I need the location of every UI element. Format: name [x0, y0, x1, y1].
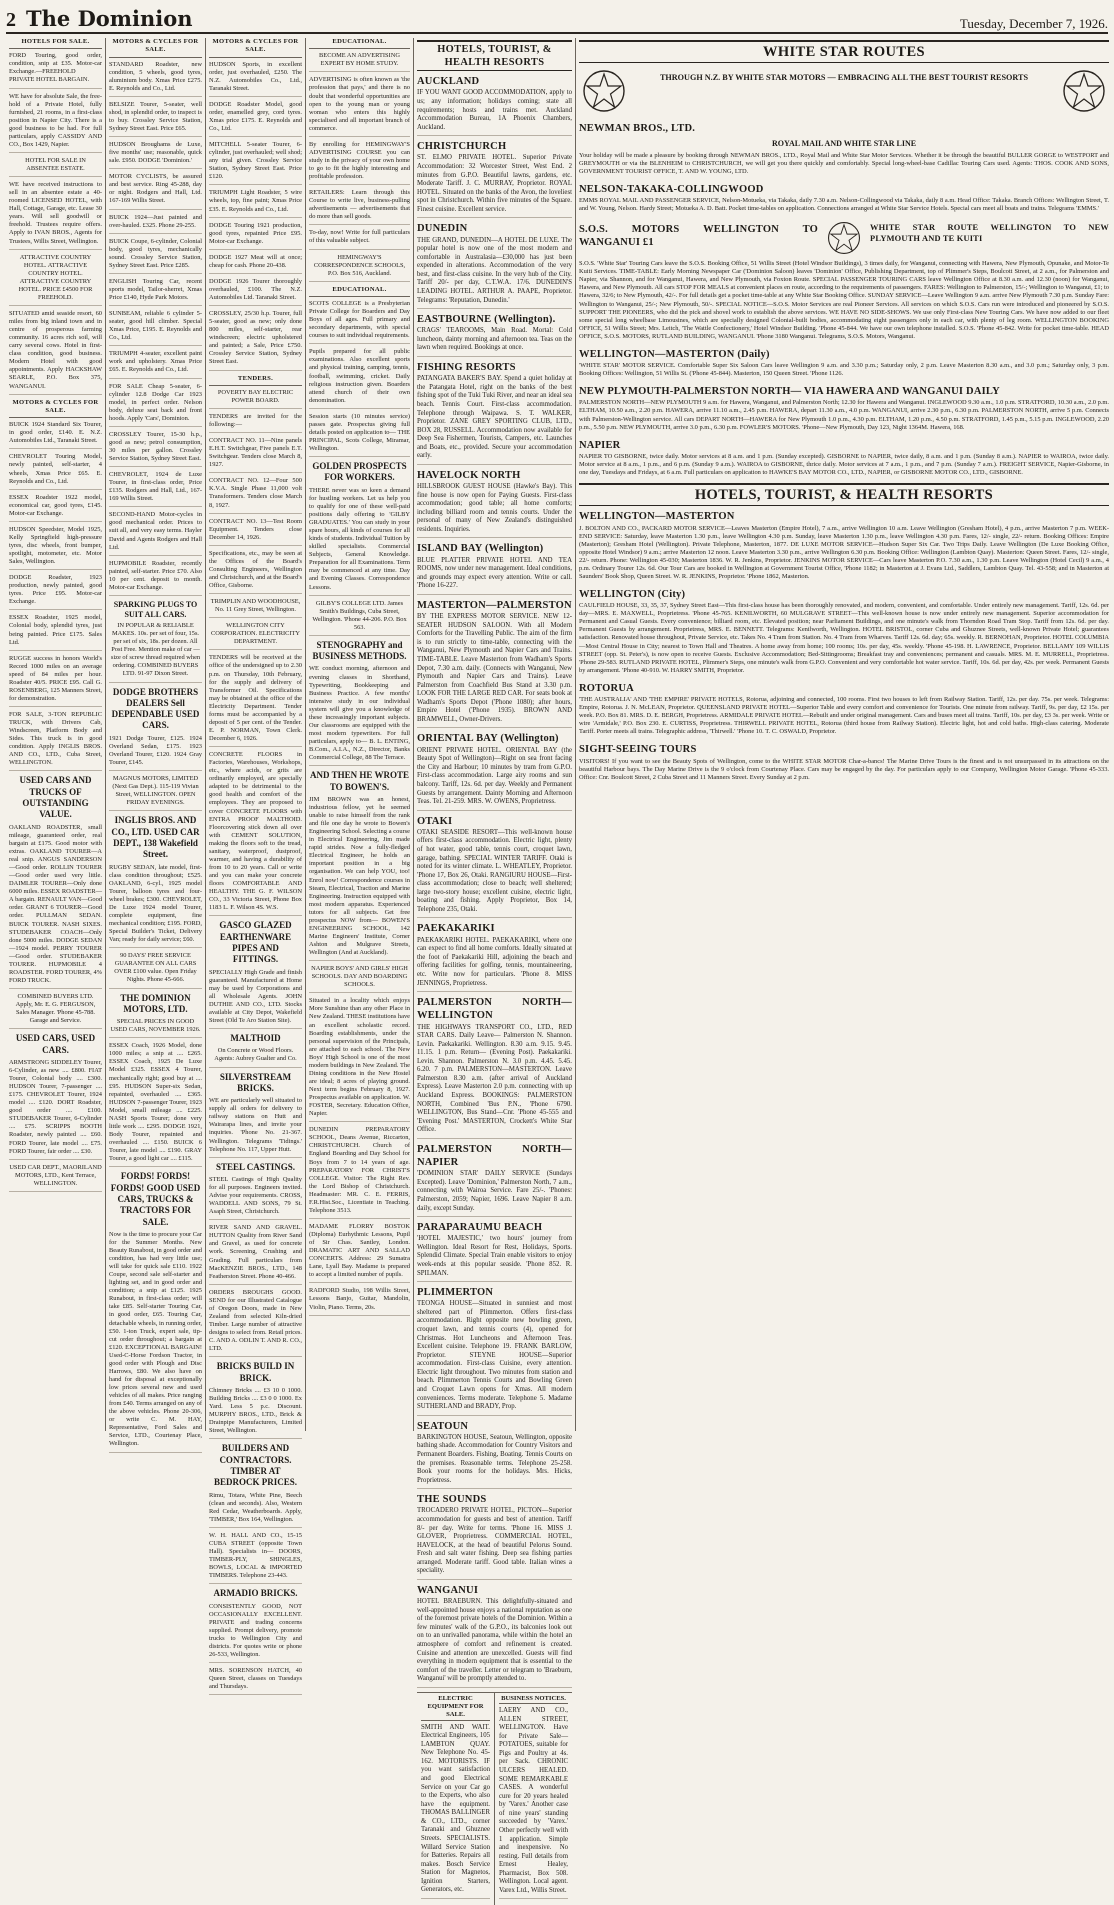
classified-ad: BUICK 1924—Just painted and over-hauled. £325. Phone 29-255. — [109, 214, 202, 234]
classified-ad: STEEL Castings of High Quality for all purposes. Engineers invited. Advise your requirements. CROSS, WADDELL AND SONS, 79 St. Asaph Street, Christchurch. — [209, 1176, 302, 1220]
classified-ad: To-day, now! Write for full particulars of this valuable subject. — [309, 229, 410, 249]
resort-place-heading: OTAKI — [417, 815, 453, 827]
classified-ad: MAGNUS MOTORS, LIMITED (Next Gas Dept.). 115-119 Vivian Street, WELLINGTON. OPEN FRIDAY EVENINGS. — [109, 775, 202, 811]
classified-ad: FORD Touring, good order, condition, snip at £35. Motor-car Exchange.—FREEHOLD PRIVATE HOTEL BARGAIN. — [9, 52, 102, 88]
display-heading: THE DOMINION MOTORS, LTD. — [120, 992, 191, 1014]
classified-ad: MITCHELL 5-seater Tourer, 6-cylinder, just overhauled; well shod; any trial given. Crossley Service Station, Sydney Street East. Price £120. — [209, 141, 302, 185]
classified-ad: TENDERS are invited for the following:— — [209, 413, 302, 433]
display-heading: INGLIS BROS. AND CO., LTD. USED CAR DEPT., 138 Wakefield Street. — [111, 815, 200, 860]
dateline: Tuesday, December 7, 1926. — [959, 16, 1108, 31]
resort-place-heading: ROTORUA — [579, 682, 634, 694]
resort-listing: HILLSBROOK GUEST HOUSE (Hawke's Bay). This fine house is now open for Paying Guests. First-class accommodation; good table; all home comforts; including billiard room and tennis courts. Under the personal of many of New Zealand's distinguished residents. Inquiries. — [417, 483, 572, 538]
section-header: BUSINESS NOTICES. — [499, 1695, 568, 1704]
column-6 — [576, 38, 1112, 1431]
classified-ad: MOTOR CYCLISTS, be assured and best service. Ring 45-288, day or night. Rodgers and Hall, Ltd. 167-169 Willis Street. — [109, 173, 202, 209]
resort-place-heading: FISHING RESORTS — [417, 362, 516, 374]
sos-header — [579, 219, 1109, 260]
display-heading: STEEL CASTINGS. — [215, 1161, 296, 1172]
royal-mail-heading: ROYAL MAIL AND WHITE STAR LINE — [771, 138, 917, 148]
classified-ad: WE have for absolute Sale, the free-hold of a Private Hotel, fully furnished, 21 rooms, in a first-class position in Napier City. There is a good business to be had. For full particulars, apply CASSIDY AND CO., Box 1429, Napier. — [9, 93, 102, 153]
display-heading: GASCO GLAZED EARTHENWARE PIPES AND FITTINGS. — [219, 920, 292, 965]
classified-ad: CROSSLEY, 25/30 h.p. Tourer, full 5-seater, good as new; only done 800 miles, self-starter, rear windscreen; electric upholstered and painted; a Sale, Price £750. Crossley Service Station, Sydney Street East. — [209, 310, 302, 370]
column-2 — [106, 38, 206, 1448]
resort-listing: BY THE EXPRESS MOTOR SERVICE. NEW 12-SEATER HUDSON SALOON. With all Modern Comforts for the Travelling Public. The aim of the firm is to run strictly to time-table, connecting with the Wanganui, New Plymouth and Napier Cars and Trains. TIME-TABLE. Leave Masterton from Wadham's Sports Depot, 7.30 a.m. daily. (Connects with Wanganui, New Plymouth and Napier Cars and Trains). Leave Palmerston from Coachfield Bus Stand at 3.30 p.m. LOOK FOR THE LARGE RED CAR. For seats book at Wadham's Sports Depot ('Phone 1080); after hours, Empire Hotel ('Phone 1935). BROWN AND BRAMWELL, Owner-Drivers. — [417, 613, 572, 728]
display-heading: ARMADIO BRICKS. — [213, 1588, 298, 1599]
classified-ad: MRS. SORENSON HATCH, 40 Queen Street, classes on Tuesdays and Thursdays. — [209, 1667, 302, 1695]
resort-place-heading: PLIMMERTON — [417, 1287, 494, 1299]
display-heading: FORDS! FORDS! FORDS! GOOD USED CARS, TRUCKS & TRACTORS FOR SALE. — [110, 1171, 201, 1227]
classified-ad: On Concrete or Wood Floors. Agents: Aubrey Gualter and Co. — [209, 1047, 302, 1067]
section-header: MOTORS & CYCLES FOR SALE. — [109, 38, 202, 58]
display-heading: MALTHOID — [230, 1033, 281, 1044]
resort-listing: 'DOMINION STAR' DAILY SERVICE (Sundays Excepted). Leave 'Dominion,' Palmerston North, 7 a.m., connecting with Wairoa Service. Fare 25/-. 'Phones: Palmerston, 2059; Napier, 1696. Leave Napier 8 a.m. daily, except Sunday. — [417, 1170, 572, 1217]
star-icon — [1059, 69, 1109, 116]
classified-ad: HUDSON Sports, in excellent order, just overhauled, £250. The N.Z. Automobiles Co., Ltd., Taranaki Street. — [209, 61, 302, 97]
classified-ad: ADVERTISING is often known as 'the profession that pays,' and there is no doubt that wonderful opportunities are open to the young man or young woman who enters this highly specialised and all important branch of commerce. — [309, 76, 410, 136]
resort-place-heading: WELLINGTON—MASTERTON — [579, 511, 735, 523]
classified-ad: CHEVROLET, 1924 de Luxe Tourer, in first-class order, Price £135. Rodgers and Hall, Ltd., 167-169 Willis Street. — [109, 471, 202, 507]
section-header: TENDERS. — [209, 375, 302, 386]
classified-ad: STANDARD Roadster, new condition, 5 wheels, good tyres, aluminium body. Xmas Price £275. E. Reynolds and Co., Ltd. — [109, 61, 202, 97]
classified-ad: Session starts (10 minutes service) passes gate. Prospectus giving full details posted on application to— THE PRINCIPAL, Scots College, Miramar, Wellington. — [309, 413, 410, 457]
nelson-heading: NELSON-TAKAKA-COLLINGWOOD — [579, 183, 764, 195]
resort-place-heading: MASTERTON—PALMERSTON — [417, 599, 572, 611]
resort-place-heading: AUCKLAND — [417, 76, 480, 88]
resort-place-heading: DUNEDIN — [417, 223, 468, 235]
classified-ad: EMMS ROYAL MAIL AND PASSENGER SERVICE, Nelson-Motueka, via Takaka, daily 7.30 a.m. Nelson-Collingwood via Takaka, daily 8 a.m. Head Office: Takaka. Branch Offices: Wellington Street, T. and W. Young, Nelson. Hardy Street; Motueka A. D. Batt. Pocket time-tables on application. Connections arranged at White Star Service Hotels. Special cars meet all boats and trains. Telegrams 'EMMS.' — [579, 197, 1109, 213]
business-notices-section — [495, 1693, 572, 1905]
classified-ad: ESSEX Roadster, 1925 model, Colonial body, splendid tyres, just being painted. Price £175. Sales Ltd. — [9, 614, 102, 650]
resort-listing: 'HOTEL MAJESTIC,' two hours' journey from Wellington. Ideal Resort for Rest, Holidays, Sports. Splendid Climate. Special Train enable visitors to enjoy week-ends at this popular seaside. 'Phone 852. R. SPILMAN. — [417, 1235, 572, 1282]
classified-ad: CROSSLEY Tourer, 15-30 h.p., good as new; petrol consumption, 30 miles per gallon. Crossley Service Station, Sydney Street East. — [109, 431, 202, 467]
classified-ad: WELLINGTON CITY CORPORATION. ELECTRICITY DEPARTMENT. — [209, 622, 302, 650]
classified-ad: FOR SALE, 3-TON REPUBLIC TRUCK, with Drivers Cab, Windscreen, Platform Body and Sides. This truck is in good condition. Apply INGLIS BROS. AND CO., LTD., Cuba Street, WELLINGTON. — [9, 711, 102, 771]
classified-ad: SPECIAL PRICES IN GOOD USED CARS, NOVEMBER 1926. — [109, 1018, 202, 1038]
classified-ad: FOR SALE Cheap 5-seater, 6-cylinder 12.8 Dodge Car 1923 model, in perfect order. Nelson body, deluxe seat back and front hoods. Apply 'Cars', Dominion. — [109, 383, 202, 427]
column-4 — [306, 38, 414, 1431]
classified-ad: DUNEDIN PREPARATORY SCHOOL, Deans Avenue, Riccarton, CHRISTCHURCH. Church of England Boarding and Day School for Boys from 7 to 14 years of age. PREPARATORY FOR CHRIST'S COLLEGE. Visitor: The Right Rev. the Lord Bishop of Christchurch. Headmaster: MR. C. E. FERRIS, F.R.Hist.Soc., Licentiate in Teaching. Telephone 3513. — [309, 1126, 410, 1219]
classified-ad: TENDERS will be received at the office of the undersigned up to 2.30 p.m. on Thursday, 10th February, for the supply and delivery of Transformer Oil. Specifications may be obtained at the office of the Electricity Department. Tender forms must be accompanied by a deposit of 5 per cent. of the Tender. E. P. NORMAN, Town Clerk. December 6, 1926. — [209, 654, 302, 747]
display-heading: STENOGRAPHY and BUSINESS METHODS. — [312, 639, 407, 662]
resort-listing: HOTEL BRAEBURN. This delightfully-situated and well-appointed house enjoys a national reputation as one of the foremost private hotels of the Dominion. Within a few minutes' walk of the G.P.O., its balconies look out on to an unrivalled panorama, while within the hotel an atmosphere of comfort and refinement is created. Cuisine and attention are unexcelled. Guests will find everything in modern equipment that is essential to the comfort of the traveller. Letter or telegram to 'Braeburn, Wanganui' will be promptly attended to. — [417, 1598, 572, 1688]
paper-title: The Dominion — [26, 6, 193, 31]
classified-ad: HOTEL FOR SALE IN ABSENTEE ESTATE. — [9, 157, 102, 177]
display-heading: BRICKS BUILD IN BRICK. — [216, 1361, 295, 1383]
resort-place-heading: HAVELOCK NORTH — [417, 469, 521, 481]
resort-listings — [579, 510, 1109, 784]
star-icon — [824, 221, 864, 258]
resorts-banner: HOTELS, TOURIST, & HEALTH RESORTS — [417, 40, 572, 71]
classified-ad: CHEVROLET Touring Model, newly painted, self-starter, 4 wheels, Xmas Price £65. E. Reynolds and Co., Ltd. — [9, 453, 102, 489]
resort-listing: BLUE PLATTER PRIVATE HOTEL AND TEA ROOMS, now under new management. Ideal conditions, and grounds may expect every attention. Write or call. 'Phone 16-227. — [417, 557, 572, 595]
classified-ad: SMITH AND WAIT. Electrical Engineers, 105 LAMBTON QUAY. New Telephone No. 45-162. MOTORISTS. IF you want satisfaction and good Electrical Service on your Car go to the Experts, who also have the equipment. THOMAS BALLINGER & CO., LTD., corner Taranaki and Ghuznee Streets. SPECIALISTS. Willard Service Station for Batteries. Repairs all makes. Bosch Service Station for Magnetos, Ignition Starters, Generators, etc. — [421, 1724, 490, 1899]
classified-ad: DODGE Roadster Model, good order, enamelled grey, cord tyres. Xmas price £175. E. Reynolds and Co., Ltd. — [209, 101, 302, 137]
classified-ad: ESSEX Roadster 1922 model, economical car, good tyres, £145. Motor-car Exchange. — [9, 494, 102, 522]
resort-listings — [417, 75, 572, 1688]
star-icon — [579, 69, 629, 116]
classified-ad: USED CAR DEPT., MAORILAND MOTORS, LTD., Kent Terrace, WELLINGTON. — [9, 1164, 102, 1192]
resort-listing: VISITORS! If you want to see the Beauty Spots of Wellington, come to the WHITE STAR MOTOR Char-a-bancs! The Marine Drive Tours is the finest and is not unsurpassed in its attractions on the beautiful Harbour bays. The Day Marine Drive is the 9 o'clock from Courtenay Place. Cars may be engaged by the day. For particulars apply to our Company, Wellington Motor Garage. 'Phone 45-333. Office: Cnr. Boulcott Street, 2 Cuba Street and 11 Manners Street. Every Sunday at 2 p.m. — [579, 757, 1109, 781]
resort-listing: PATANGATA BAKER'S BAY. Spend a quiet holiday at the Patangata Hotel, right on the banks of the best fishing spot of the Tuki Tuki River, and near an ideal sea beach. Tennis Court. First-class accommodation. Telephone through Waipawa. S. T. WALKER, Proprietor. ZANE GREY SPORTING CLUB, LTD., BOX 28, RUSSELL. Accommodation now available for Deep Sea Fishermen, Tourists, Campers, etc. Launches and Boats, etc., provided. Secure your accommodation early. — [417, 375, 572, 465]
classified-ad: SUNBEAM, reliable 6 cylinder 5-seater, good hill climber. Special Xmas Price, £195. E. Reynolds and Co., Ltd. — [109, 310, 202, 346]
classified-ad: BUICK Coupe, 6-cylinder, Colonial body, good tyres, mechanically sound. Crossley Service Station, Sydney Street East. Price £285. — [109, 238, 202, 274]
section-header: MOTORS & CYCLES FOR SALE. — [9, 399, 102, 419]
section-header: MOTORS & CYCLES FOR SALE. — [209, 38, 302, 58]
classified-ad: 1921 Dodge Tourer, £125. 1924 Overland Sedan, £175. 1923 Overland Tourer, £120. 1924 Gray Tourer, £145. — [109, 735, 202, 771]
route-heading: NEW PLYMOUTH-PALMERSTON NORTH— VIA HAWERA AND WANGANUI DAILY — [579, 386, 1000, 398]
classified-ad: WE conduct morning, afternoon and evening classes in Shorthand, Typewriting, Bookkeeping and Business Practice. A few months' intensive study in our individual system will give you a knowledge of these increasingly important subjects. Our classrooms are equipped with the most modern typewriters. For full particulars, apply to— B. L. ENTING, B.Com., A.I.A., N.Z., Director, Banks Commercial College, 88 The Terrace. — [309, 665, 410, 766]
classified-ad: Pupils prepared for all public examinations. Also excellent sports and physical training, camping, tennis, football, swimming, cricket. Daily religious instruction given. Boarders attend church of their own denomination. — [309, 348, 410, 408]
classified-ad: DODGE Roadster, 1923 production, newly painted, good tyres. Price £95. Motor-car Exchange. — [9, 574, 102, 610]
classified-ad: Rimu, Totara, White Pine, Beech (clean and seconds). Also, Western Red Cedar, Weatherboards. Apply, 'TIMBER,' Box 164, Wellington. — [209, 1492, 302, 1528]
classified-ad: PALMERSTON NORTH—NEW PLYMOUTH 9 a.m. for Hawera, Wanganui, and Palmerston North; 12.30 for Hawera and Wanganui. INGLEWOOD 9.30 a.m., 1.0 p.m. STRATFORD, 10.30 a.m., 2.0 p.m. ELTHAM, 10.50 a.m., 2.20 p.m. HAWERA, arrive 11.10 a.m., 2.45 p.m. HAWERA, depart 11.30 a.m., 4.0 p.m. WANGANUI, arrive 2.30 p.m., 6.30 p.m. PALMERSTON NORTH, arrive 5 p.m. Connects with Palmerston-Wellington service. All cars DEPART NORTH—HAWERA for New Plymouth 1.0 p.m., 4.30 p.m. ELTHAM, 1.20 p.m., 4.50 p.m. STRATFORD, 1.45 p.m., 5.15 p.m. INGLEWOOD, 2.20 p.m., 5.50 p.m. NEW PLYMOUTH, arrive 3.0 p.m., 6.30 p.m. FOWLER'S MOTORS. 'Phone—New Plymouth, Day 123, Night 1364M. Hawera, 168. — [579, 399, 1109, 431]
resort-listing: 'THE AUSTRALIA' AND 'THE EMPIRE' PRIVATE HOTELS, Rotorua, adjoining and connected, 100 rooms. First two houses to left from Railway Station. Tariff, 12s. per day. 75s. per week. Telegrams: Empire, Rotorua. J. N. McLEAN, Proprietor. QUEENSLAND PRIVATE HOTEL—Superior Table and every comfort and convenience for Tourists. One minute from railway. Tariff, 9s. per day, £2 15s. per week. P.O. Box 81. MRS. D. E. BERGH, Proprietress. ARMIDALE PRIVATE HOTEL—Rebuilt and under original management. Cars and buses meet all trains. Tariff, 10s. per day, £3 3s. per week. Write or wire 'Armidale,' P.O. Box 230. E. CURTISS, Proprietress. THIRWELL PRIVATE HOTEL, Rotorua (third house from Railway Station). Electric light, hot and cold baths. High-class catering. Moderate Tariff. Porter meets all trains. Telegraphic address, 'Thirwell.' 'Phone 10. T. C. OSWALD, Proprietor. — [579, 695, 1109, 736]
resort-listing: ORIENT PRIVATE HOTEL. ORIENTAL BAY (the Beauty Spot of Wellington)—Right on sea front facing the City and Harbour; 10 minutes by tram from G.P.O. First-class accommodation. Large airy rooms and sun balcony. Tariff, 12s. 6d. per day. Weekly and Permanent Guests by arrangement. Dainty Morning and Afternoon Teas. Tel. 21-259. MRS. W. OWENS, Proprietress. — [417, 747, 572, 811]
classified-ad: WE have received instructions to sell in an absentee estate a 40-roomed LICENSED HOTEL, with Hall, Cottage, Garage, etc. Lease 30 years. Will sell goodwill or freehold. Trustees require offers. Apply to IVAN BROS., Agents for Trustees, Willis Street, Wellington. — [9, 181, 102, 250]
classified-ad: RUGGE success in honors World's Record 1000 miles on an average speed of 84 miles per hour. Roadster 40/5. PRICE £95. Call G. ROSENBERG, 125 Manners Street, for demonstration. — [9, 655, 102, 707]
classified-ad: Specifications, etc., may be seen at the Offices of the Board's Consulting Engineers, Wellington and Christchurch, and at the Board's Office, Gisborne. — [209, 550, 302, 594]
classified-ad: RUGBY SEDAN, late model, first-class condition throughout; £525. OAKLAND, 6-cyl., 1925 model Tourer, balloon tyres and four-wheel brakes; £300. CHEVROLET, De Luxe 1924 model Tourer, complete equipment, fine mechanical condition; £195. FORD, Special Builder's Ticket, Delivery Van; ready for daily service; £60. — [109, 864, 202, 949]
bottom-ads — [417, 1692, 572, 1905]
resort-listing: PAEKAKARIKI HOTEL. PAEKAKARIKI, where one can expect to find all home comforts. Ideally situated at the foot of Paekakariki Hill, adjoining the beach and offering facilities for golfing, tennis, mountaineering, etc. Write now for particulars. 'Phone 8. MISS JENNINGS, Proprietress. — [417, 937, 572, 992]
classified-ad: RETAILERS: Learn through this Course to write live, business-pulling advertisements — advertisements that do more than sell goods. — [309, 189, 410, 225]
resort-place-heading: WANGANUI — [417, 1584, 479, 1596]
classified-ad: 'WHITE STAR' MOTOR SERVICE. Comfortable Super Six Saloon Cars leave Wellington 9 a.m. and 3.30 p.m.; Saturday only, 2 p.m. Leave Masterton 8.30 a.m., and 3.0 p.m.; Saturday only, 3 p.m. Booking Offices: Wellington, 51 Willis St. ('Phone 45-844). Masterton, 150 Queen Street. 'Phone 1126. — [579, 362, 1109, 378]
classified-ad: RADFORD Studio, 198 Willis Street, Lessons Banjo, Guitar, Mandolin, Violin, Piano. Terms, 20s. — [309, 1287, 410, 1315]
classified-ad: MADAME FLORRY BOSTOK (Diploma) Eurhythmic Lessons, Pupil of Sir Chas. Santley, London. DRAMATIC ART AND SALLAD CONCERTS. Address: 29 Sumatra Lane, Lyall Bay. Madame is prepared to accept a limited number of pupils. — [309, 1223, 410, 1283]
classified-ad: By enrolling for HEMINGWAY'S ADVERTISING COURSE you can study in the privacy of your own home to go to fit the highly interesting and profitable profession. — [309, 141, 410, 185]
resort-listing: OTAKI SEASIDE RESORT—This well-known house offers first-class accommodation. Electric light, plenty of hot water, good table, tennis court, croquet lawn, garage, bathing. SPECIAL WINTER TARIFF. Otaki is noted for its winter climate. L. WHEATLEY, Proprietor. 'Phone 17, Box 26, Otaki. RANGIURU HOUSE—First-class accommodation; close to beach; well sheltered; large two-story house; excellent cuisine, electric light, boating and fishing. Apply Proprietor, Box 14, Telephone 235, Otaki. — [417, 829, 572, 919]
section-header: HOTELS FOR SALE. — [9, 38, 102, 49]
classified-ad: Now is the time to procure your Car for the Summer Months. New Beauty Runabout, in good order and condition, has had very little use; will take for quick sale £110. 1922 Coupe, second sale self-starter and lighting set, and in good order and condition; a snip at £125. 1925 Runabout, in first-class order; will take £85. Self-starter Touring Car, in good order, £65. Touring Car, detachable wheels, in running order, £50. 1-ton Truck, expert sale, tip-cut order throughout; a bargain at £120. EXCEPTIONAL BARGAIN! Used-C-Horse Fordson Tractor, in good order with Plough and Disc Harrows, £80. We also have on hand for disposal at exceptionally low prices several new and used vehicles of all makes. Price ranging from £40. Terms arranged on any of the above vehicles. Phone 20-306, or write C. M. HAY, Representative, Ford Sales and Service, LTD., Courtenay Place, Wellington. — [109, 1231, 202, 1453]
classified-ad: S.O.S. 'White Star' Touring Cars leave the S.O.S. Booking Office, 51 Willis Street (Hotel Windsor Buildings), 3 times daily, for Wanganui, connecting with Hawera, New Plymouth, Opunake, and Motor-Te Kuiti Services. TIME-TABLE: Early Morning Newspaper Car ('Dominion Saloon) leaves 'Dominion' Office, Publishing Department, top of Plimmer's Steps, Boulcott Street, at 2 a.m., for Palmerston and Napier, via Shannon, and for Wanganui, Hawera, and New Plymouth, via Foxton Route. SPECIAL PASSENGER TOURING CARS leave Wellington Office at 8.30 a.m. and 12.30 (noon) for Wanganui, Hawera, and New Plymouth. All cars STOP FOR MEALS at convenient places en route, according to the requirements of passengers. FARES: Wellington to Palmerston, 15/-; Wellington to Wanganui, £1; to Hawera, 32/6; to New Plymouth, 42/-. For full details get a pocket time-table at any White Star Booking Office. SUNDAY SERVICE—Leave Wellington 9 a.m. arrive New Plymouth 7.30 p.m. Sunday Fare: Wellington to Wanganui, 25/-; New Plymouth, 50/-. SPECIAL NOTICE—S.O.S. Motor Services are real Pioneer Services. All services on which S.O.S. Cars run were introduced and pioneered by S.O.S. SUPPORT THE PIONEERS, who did the pick and shovel work to establish the above services. WE HAVE NO SIDE-SHOWS. We use only First-class New Touring Cars. We have now added to our fleet some special long wheelbase Limousines, which are specially designed Colonial-built bodies, accommodating eight passengers only in each car, with plenty of leg room. WELLINGTON BOOKING OFFICE, 51 Willis Street; Mrs. Leitch, 'The Wattle Confectionery,' Hotel Windsor Building. 'Phone 45-844. We have our own telephone installed. S.O.S. 'Phone 45-842. Write for pocket time-table. HEAD OFFICE, S.O.S. MOTORS, RUTLAND BUILDING, WANGANUI. 'Phone 3180 Wanganui. Telegrams, S.O.S. Motors, Wanganui. — [579, 260, 1109, 340]
resort-place-heading: SEATOUN — [417, 1420, 469, 1432]
route-heading: WELLINGTON—MASTERTON (Daily) — [579, 348, 770, 360]
white-star-tagline: THROUGH N.Z. BY WHITE STAR MOTORS — EMBRACING ALL THE BEST TOURIST RESORTS — [659, 73, 1029, 83]
resort-listing: BARKINGTON HOUSE, Seatoun, Wellington, opposite bathing shade. Accommodation for Country Visitors and Permanent Boarders. Fishing, Boating. Tennis Courts on the premises. Reasonable terms. Telephone 25-258. Book your rooms for the holidays. Mrs. Hicks, Proprietress. — [417, 1434, 572, 1489]
resort-place-heading: SIGHT-SEEING TOURS — [579, 744, 697, 756]
column-1 — [6, 38, 106, 1431]
display-heading: GOLDEN PROSPECTS FOR WORKERS. — [312, 461, 407, 483]
classified-ad: THERE never was so keen a demand for hustling workers. Let us help you to qualify for one of these well-paid positions daily offering to 'GILBY GRADUATES.' You can study in your spare hours, all kinds of courses for all kinds of students. Individual Tuition by skilled specialists. Commercial Subjects, General Knowledge. Preparation for all Examinations. Term may be commenced at any time. Day and Evening Classes. Correspondence Lessons. — [309, 487, 410, 596]
resort-listing: TEONGA HOUSE—Situated in sunniest and most sheltered part of Plimmerton. Offers first-class accommodation. Right opposite new bowling green, croquet lawn, and tennis courts (4), opened for Christmas. Hot Luncheons and Afternoon Teas. Excellent cuisine. Telephone 19. FRANK BARLOW, Proprietor. STEYNE HOUSE—Superior accommodation. First-class Cuisine, every attention. Electric light throughout. Two minutes from station and beach. Plimmerton Tennis Courts and Bowling Green and Croquet Lawn opens for Xmas. All modern conveniences. Terms moderate. Telephone 5. Madame SUTHERLAND and BRADY, Prop. — [417, 1300, 572, 1415]
classified-ad: CONTRACT NO. 13—Test Room Equipment. Tenders close December 14, 1926. — [209, 518, 302, 546]
resort-listing: CRAGS' TEAROOMS, Main Road. Mortal: Cold luncheon, dainty morning and afternoon tea. Teas on the lawn when required. Bookings at once. — [417, 327, 572, 357]
page-number: 2 — [6, 9, 16, 31]
classified-ad: POVERTY BAY ELECTRIC POWER BOARD. — [209, 389, 302, 409]
classified-ad: DODGE 1926 Tourer thoroughly overhauled, £100. The N.Z. Automobiles Ltd. Taranaki Street. — [209, 278, 302, 306]
classified-ad: HUPMOBILE Roadster, recently painted, self-starter. Price £70. Also 10 per cent. deposit to month. Motor-car Exchange. — [109, 560, 202, 596]
classified-ad: ORDERS BROUGHS GOOD. SEND for our Illustrated Catalogue of Oregon Doors, made in New Zealand from selected Kiln-dried Timber. Large number of attractive designs to select from. Retail prices. C. AND A. ODLIN T. AND R. CO., LTD. — [209, 1289, 302, 1358]
route-heading: NAPIER — [579, 439, 621, 451]
classified-ad: TRIUMPH Light Roadster, 5 wire wheels, top, fine paint; Xmas Price £35. E. Reynolds and Co., Ltd. — [209, 189, 302, 217]
resort-listing: J. BOLTON AND CO., PACKARD MOTOR SERVICE—Leaves Masterton (Empire Hotel), 7 a.m., arrive Wellington 10 a.m. Leave Wellington (Gresham Hotel), 4 p.m., arrive Masterton 7 p.m. WEEK-END SERVICE: Saturday, leave Masterton 1.30 p.m., leave Wellington 4.30 p.m. Sunday, leave Masterton 1.30 p.m., leave Wellington 4.30 p.m. Fares, 12/- single, 22/- return. Booking Offices: Empire (Masterton); Gresham Hotel (Wellington). Private Telephone, Masterton, 1877. DE LUXE MOTOR SERVICE—Hudson Super Six Car. Two Trips Daily. Leave Wellington (De Luxe Booking Office, opposite Hotel Windsor) 9 a.m.; arrive Masterton 12 noon. Leave Masterton 3.30 p.m., arrive Wellington 6.30 p.m. Booking Office: Wellington (Lambton Quay). Masterton: Queen Street. Fares, 12/- single, 22/- return. Phone: Wellington 45-030; Masterton 1836. W. R. Jenkins, Proprietor. JENKINS MOTOR SERVICE—Cars leave Masterton P.O. 7.30 a.m., 1.30 p.m. Leave Wellington (Hotel Cecil) 9 a.m., 4 p.m. Ordinary Tourer 12s. 6d. Our Tour Cars are booked in Wellington at Government Tourist Office, 'Phone 1182; in Masterton at J. Evans Ltd., Saddlers, Lambton Quay. Tel. 43-558; and in Masterton at Saunders' Book Shop, Queen Street. W. R. JENKINS, Proprietor. 'Phone 1862, Masterton. — [579, 524, 1109, 580]
resort-listing: IF YOU WANT GOOD ACCOMMODATION, apply to us; any information; holidays coming; state all requirements; hosts and trains met. Auckland Accommodation Bureau, 1A Phoenix Chambers, Auckland. — [417, 89, 572, 136]
classified-ad: COMBINED BUYERS LTD. Apply, Mr. E. G. FERGUSON, Sales Manager. 'Phone 45-788. Garage and Service. — [9, 993, 102, 1029]
electric-equipment-section — [417, 1693, 495, 1905]
resort-place-heading: EASTBOURNE (Wellington). — [417, 314, 556, 326]
classified-ad: SCOTS COLLEGE is a Presbyterian Private College for Boarders and Day Boys of all ages. Full primary and secondary departments, with special courses to suit individual requirements. — [309, 300, 410, 344]
classified-ad: HEMINGWAY'S CORRESPONDENCE SCHOOLS, P.O. Box 516, Auckland. — [309, 254, 410, 282]
sos-heading: S.O.S. MOTORS WELLINGTON TO WANGANUI £1 — [579, 224, 818, 249]
classified-ad: ESSEX Coach, 1926 Model, done 1000 miles; a snip at .... £265. ESSEX Coach, 1925 De Luxe Model £325. ESSEX 4 Tourer, mechanically right; good buy at .... £95. HUDSON Super-six Sedan, repainted, overhauled .... £365. HUDSON 7-passenger Tourer, 1923 Model, small mileage .... £225. NASH Sports Tourer; done very little work .... £295. DODGE 1921, Body Tourer, repainted and overhauled .... £150. BUICK 6 Tourer, late model .... £190. GRAY Tourer, a good light car .... £115. — [109, 1042, 202, 1167]
classified-ad: Your holiday will be made a pleasure by booking through NEWMAN BROS., LTD., Royal Mail and White Star Motor Services. Whether it be through the beautiful BULLER GORGE to WESTPORT and GREYMOUTH or via the BLENHEIM to CHRISTCHURCH, we will get you there quickly and comfortably. Special long-wheel-base Cadillac Touring Cars used. Agents: THOS. COOK AND SONS, GOVERNMENT TOURIST OFFICE, T. AND W. YOUNG, LTD. — [579, 151, 1109, 175]
classified-ad: CONTRACT NO. 11—Nine panels E.H.T. Switchgear, Five panels E.T. Switchgear. Tenders close March 8, 1927. — [209, 437, 302, 473]
classified-ad: HUDSON Speedster, Model 1925, Kelly Springfield high-pressure tyres, disc wheels, front bumper, spotlight, motometer, etc. Motor Sales, Wellington. — [9, 526, 102, 570]
classified-ad: BELSIZE Tourer, 5-seater, well shod, in splendid order, to inspect is to buy. Crossley Service Station, Sydney Street East. Price £65. — [109, 101, 202, 137]
classified-ad: TRIUMPH 4-seater, excellent paint work and upholstery. Xmas Price £65. E. Reynolds and Co., Ltd. — [109, 350, 202, 378]
classified-ad: IN POPULAR & RELIABLE MAKES. 10s. per set of four, 15s. per set of six, 18s. per dozen. All Post Free. Mention make of car — size of screw thread required when ordering. COMBINED BUYERS LTD. 91-97 Dixon Street. — [109, 622, 202, 682]
classified-ad: LAERY AND CO., ALLEN STREET, WELLINGTON. Have for Private Sale— POTATOES, suitable for Pigs and Poultry at 4s. per Sack. CHRONIC ULCERS HEALED. SOME REMARKABLE CASES. A wonderful cure for 20 years healed by 'Varex.' Another case of nine years' standing succeeded by 'Varex.' Other perfectly well with 1 application. Simple and inexpensive. No resting. Full details from Ernest Healey, Pharmacist, Box 508. Wellington. Local agent. Varex Ltd., Willis Street. — [499, 1707, 568, 1899]
classified-ad: CONSISTENTLY GOOD, NOT OCCASIONALLY EXCELLENT. PRIVATE and trading concerns supplied. Prompt delivery, promote trucks to Wellington City and districts. For quotes write or phone 26-533, Wellington. — [209, 1603, 302, 1663]
display-heading: DODGE BROTHERS DEALERS Sell DEPENDABLE USED CARS. — [111, 686, 200, 731]
resort-listing: CAULFIELD HOUSE, 33, 35, 37, Sydney Street East—This first-class house has been thoroughly renovated, and modern, convenient, and comfortable. Under entirely new management. Tariff, 12s. 6d. per day—MRS. E. MAXWELL, Proprietress. 'Phone 45-765. KENILWORTH, 60 MULGRAVE STREET—This well-known house is now under entirely new management. Superior accommodation for Permanent and Casual Guests. Every convenience; billiard room, etc. Elevated position; near Parliament Buildings, and one minute's walk from Thorndon Road Tram Stop. Tariff from 12s. 6d. per day. Permanent Guests by arrangement. Proprietress, MRS. E. BENNETT. Telegrams: Kenilworth, Wellington. HOTEL BRISTOL, corner Cuba and Ghuznee Streets, well-known Private Hotel; guarantees satisfaction. Renovated house throughout, Private Service, etc. Takes No. 4 Tram from Station. No. 4 Tram from Wharves. Tariff 12s. 6d. day; 65s. weekly. R. BERNOHAN, Proprietor. HOTEL COLUMBIA—Most Central House in City; nearest to Town Hall and Theatres. A home away from home; 100 rooms; 10s. per day, 45s. weekly. 'Phone 45-198. H. LAWRENCE, Proprietor. BELLAMY 109 WILLIS STREET (opp. St. Peter's), is now open to receive Guests. Exclusive Accommodation; Bed-Sittingrooms; Breakfast tray and conveniences; permanent and casuals. MRS. M. E. MURRELL, Proprietress. 'Phone 29-583. RUTLAND PRIVATE HOTEL, Plimmer's Steps, one minute's walk from G.P.O. Convenient and very comfortable hot water service. Tariff, 10s. 6d. per day, 42s. per week. Permanent Guests by arrangement. 'Phone 40-910. W. HARRY SMITH, Proprietor. — [579, 602, 1109, 674]
classified-ad: HUDSON Broughams de Luxe, five months' use; reasonable, quick sale. £950. DODGE 'Dominion.' — [109, 141, 202, 169]
classified-ad: DODGE Touring 1921 production, good tyres, repainted Price £95. Motor-car Exchange. — [209, 222, 302, 250]
white-star-route-heading: WHITE STAR ROUTE WELLINGTON TO NEW PLYMOUTH AND TE KUITI — [870, 223, 1109, 243]
resort-listing: TROCADERO PRIVATE HOTEL, PICTON—Superior accommodation for guests and best of attention. Tariff 8/- per day. Write for terms. 'Phone 16. MISS J. GLOVER, Proprietress. COMMERCIAL HOTEL, HAVELOCK, at the head of beautiful Pelorus Sound. Fresh and salt water fishing. Deep sea fishing parties arranged. Moderate tariff. Good table. Italian wines a speciality. — [417, 1507, 572, 1580]
classified-ad: CONCRETE FLOORS in Factories, Warehouses, Workshops, etc., where acids, or grits are ordinarily employed, are specially adapted to be detrimental to the good health and comfort of the employees. They are proposed to cover CONCRETE FLOORS with ENTRA PROOF MALTHOID. Floorcovering stick down all over with CEMENT SOLUTION, making the floors soft to the tread, sanitary, waterproof, dustproof, warmer, and having a durability of from 10 to 20 years. Call or write and you can make your concrete floors COMFORTABLE AND HEALTHY. THE G. F. WILSON CO., 33 Victoria Street, Phone Box 1183 L. F. Wilson 4S. W.S. — [209, 751, 302, 916]
classified-ad: DODGE 1927 Meat will at once; cheap for cash. Phone 20-438. — [209, 254, 302, 274]
classified-ad: ARMSTRONG SIDDELEY Tourer, 6-Cylinder, as new .... £800. FIAT Tourer, Colonial body .... £300. HUDSON Tourer, 7-passenger .... £175. CHEVROLET Tourer, 1924 model .... £120. DORT Roadster, good order .... £100. STUDEBAKER Tourer, 6-Cylinder .... £75. SCRIPPS BOOTH Roadster, newly painted .... £60. FORD Tourer, late model .... £75. FORD Tourer, fair order .... £30. — [9, 1059, 102, 1160]
section-header: EDUCATIONAL. — [309, 286, 410, 297]
classified-ad: TRIMPLIN AND WOODHOUSE, No. 11 Grey Street, Wellington. — [209, 598, 302, 618]
newman-heading: NEWMAN BROS., LTD. — [579, 123, 696, 135]
classified-ad: WE are particularly well situated to supply all orders for delivery to railway stations on Hutt and Wairarapa lines, and invite your inquiries. 'Phone No. 21-367. Wellington. Telegrams 'Tidings.' Telephone No. 117, Upper Hutt. — [209, 1097, 302, 1157]
column-5 — [414, 38, 576, 1894]
resort-place-heading: PARAPARAUMU BEACH — [417, 1222, 543, 1234]
resort-listing: ST. ELMO PRIVATE HOTEL. Superior Private Accommodation: 32 Worcester Street, West End. 2 minutes from G.P.O. Beautiful lawns, gardens, etc. Moderate Tariff. J. C. MURRAY, Proprietor. ROYAL HOTEL. Situated on the banks of the Avon, the loveliest spot in Christchurch. Within five minutes of the Square. Finest cuisine. Excellent service. — [417, 154, 572, 218]
classified-ad: Situated in a locality which enjoys More Sunshine than any other Place in New Zealand. THESE institutions have an excellent scholastic record. Boarding establishments, under the personal supervision of the Principals, are attached to each school. The New Boys' High School is one of the most modern buildings in New Zealand. The Dining conditions in the New Hostel are ideal; 8 acres of playing ground. Next term begins February 8, 1927. Prospectus available on application. W. FOSTER, Secretary. Education Office, Napier. — [309, 997, 410, 1122]
classified-ad: NAPIER TO GISBORNE, twice daily. Motor services at 8 a.m. and 1 p.m. (Sunday excepted). GISBORNE to NAPIER, twice daily, 8 a.m. and 1 p.m. (Sunday 8 a.m.). NAPIER to WAIROA, twice daily. Motor service at 8 a.m., 1 p.m., and 6 p.m. (Sunday 9 a.m.). WAIROA to GISBORNE, thrice daily. Motor services at 7 a.m., 1 p.m., and 7 p.m. (Sunday 7 a.m.). FREIGHT SERVICE, Napier-Gisborne, in one day, Tuesdays and Fridays, at 6 a.m. Full particulars on application to HAWKE'S BAY MOTOR CO., LTD., NAPIER, or GISBORNE MOTOR CO., LTD., GISBORNE. — [579, 452, 1109, 476]
column-3 — [206, 38, 306, 1691]
classified-ad: ATTRACTIVE COUNTRY HOTEL. ATTRACTIVE COUNTRY HOTEL. ATTRACTIVE COUNTRY HOTEL. PRICE £4500 FOR FREEHOLD. — [9, 254, 102, 306]
white-star-banner: WHITE STAR ROUTES — [579, 40, 1109, 63]
classified-ad: Chimney Bricks .... £3 10 0 1000. Building Bricks .... £3 0 0 1000. Ex Yard. Less 5 p.c. Discount. MURPHY BROS., LTD., Brick & Drainpipe Manufacturers, Limited Street, Wellington. — [209, 1387, 302, 1439]
section-header: ELECTRIC EQUIPMENT FOR SALE. — [421, 1695, 490, 1721]
masthead — [6, 4, 1108, 34]
display-heading: SPARKING PLUGS TO SUIT ALL CARS. — [113, 599, 198, 619]
classified-ad: NAPIER BOYS' AND GIRLS' HIGH SCHOOLS. DAY AND BOARDING SCHOOLS. — [309, 965, 410, 993]
classified-ad: BUICK 1924 Standard Six Tourer, in good order, £140. E. N.Z. Automobiles Ltd., Taranaki Street. — [9, 421, 102, 449]
resort-place-heading: PALMERSTON NORTH—WELLINGTON — [417, 997, 572, 1022]
classified-ad: BECOME AN ADVERTISING EXPERT BY HOME STUDY. — [309, 52, 410, 72]
resort-place-heading: ISLAND BAY (Wellington) — [417, 543, 544, 555]
section-header: EDUCATIONAL. — [309, 38, 410, 49]
masthead-left — [6, 6, 193, 32]
classified-ad: ENGLISH Touring Car, recent sports model, Tailor-sherret, Xmas Price £140, Hyde Park Motors. — [109, 278, 202, 306]
classified-ad: JIM BROWN was an honest, industrious fellow, yet he seemed unable to raise himself from the rank and file one day he wrote to Bowen's Engineering School. Selecting a course in Electrical Engineering, Jim made rapid strides. Now a fully-fledged Electrical Engineer, he holds an important position in a big organisation. We can help YOU, too! Enrol now! Correspondence courses in Steam, Electrical, Traction and Marine Engineering. Instruction equipped with most modern apparatus. Experienced tutors for all subjects. Get free prospectus NOW from— BOWEN'S ENGINEERING SCHOOL, 142 Marine Engineers' Institute, Corner Ashton and Mulgrave Streets, Wellington (And at Auckland). — [309, 796, 410, 961]
resort-place-heading: PALMERSTON NORTH—NAPIER — [417, 1143, 572, 1169]
display-heading: AND THEN HE WROTE TO BOWEN'S. — [310, 770, 409, 792]
resort-listing: THE HIGHWAYS TRANSPORT CO., LTD., RED STAR CARS. Daily Leave— Palmerston N. Shannon. Levin. Paekakariki. Wellington. 8.30 a.m. 9.15. 9.45. 11.15. 1 p.m. Return— (Evening Post). Paekakariki. Levin. Shannon. Palmerston N. 3.0 p.m. 4.45. 5.45. 6.20. 7 p.m. PALMERSTON—MASTERTON. Leave Palmerston 8.30 a.m. (after arrival of Auckland Express). Leave Masterton 2.0 p.m. connecting with up Auckland Express. BOOKINGS: PALMERSTON NORTH, Combined 'Bus P.N., 'Phone 6790. WELLINGTON, Bus Stand—Cnr. 'Phone 45-555 and 'Evening Post.' MASTERTON, Crockett's White Star Office. — [417, 1024, 572, 1139]
display-heading: SILVERSTREAM BRICKS. — [219, 1071, 292, 1093]
resort-place-heading: WELLINGTON (City) — [579, 588, 686, 600]
display-heading: BUILDERS AND CONTRACTORS. TIMBER AT BEDROCK PRICES. — [213, 1443, 297, 1488]
classified-ad: SITUATED amid seaside resort, 60 miles from big inland town and in centre of prosperous farming community. 16 acres rich soil, will carry several cows. Hotel in first-class condition, good business. Modern Hotel with good appointments. Apply HACKSHAW SEARLE, P.O. Box 375, WANGANUI. — [9, 310, 102, 395]
classified-ad: SECOND-HAND Motor-cycles in good mechanical order. Prices to suit all, and very easy terms. Hayler David and Agents Rodgers and Hall Ltd. — [109, 511, 202, 555]
classified-ad: GILBY'S COLLEGE LTD. James Smith's Buildings, Cuba Street, Wellington. 'Phone 44-206. P.O. Box 563. — [309, 600, 410, 636]
classified-ad: 90 DAYS' FREE SERVICE GUARANTEE ON ALL CARS OVER £100 value. Open Friday Nights. Phone 45-666. — [109, 952, 202, 988]
classified-ad: SPECIALLY High Grade and finish guaranteed. Manufactured at Home may be used by Corporations and all Wholesale Agents. JOHN DUTHIE AND CO., LTD. Stocks available at City Depot, Wakefield Street (Old Te Aro Station Site). — [209, 969, 302, 1029]
classified-ad: W. H. HALL AND CO., 15-15 CUBA STREET (opposite Town Hall). Specialists in— DOORS, TIMBER-PLY, SHINGLES, BOWLS, LOCAL & IMPORTED TIMBERS. Telephone 23-443. — [209, 1532, 302, 1584]
resorts-banner: HOTELS, TOURIST, & HEALTH RESORTS — [579, 483, 1109, 506]
resort-place-heading: PAEKAKARIKI — [417, 923, 495, 935]
classified-ad: CONTRACT NO. 12—Four 500 K.V.A. Single Phase 11,000 volt Transformers. Tenders close March 8, 1927. — [209, 477, 302, 513]
resort-place-heading: CHRISTCHURCH — [417, 141, 507, 153]
resort-place-heading: ORIENTAL BAY (Wellington) — [417, 733, 559, 745]
white-star-header — [579, 67, 1109, 118]
classified-ad: OAKLAND ROADSTER, small mileage, guaranteed order, real bargain at £175. Good motor with extras. OAKLAND TOURER—A real snip. ANGUS SANDERSON—Good order. ROLLIN TOURER—Good order used very little. DAIMLER TOURER—Only done 6000 miles. ESSEX ROADSTER—A bargain. RENAULT VAN—Good order. GRANT 6 TOURER—Good order. PULLMAN SEDAN. BUICK TOURER. NASH SIXES. STUDEBAKER COACH—Only done 5000 miles. DODGE SEDAN—1924 model. PERRY TOURER—Good order. STUDEBAKER TOURER. HUPMOBILE 4 ROADSTER. FORD TOURER, 4% FORD TRUCK. — [9, 824, 102, 989]
resort-listing: THE GRAND, DUNEDIN—A HOTEL DE LUXE. The popular hotel is now one of the most modern and comfortable in Australasia—£30,000 has just been expended in alterations. Accommodation of the very best, and first-class cuisine. In the very hub of the City. Tariff 20/- per day, C.T.W.A. 17/6. DUNEDIN'S LEADING HOTEL. ARTHUR A. PAAPE, Proprietor. Telegrams: 'Reputation, Dunedin.' — [417, 237, 572, 310]
display-heading: USED CARS, USED CARS. — [15, 1033, 96, 1055]
display-heading: USED CARS AND TRUCKS OF OUTSTANDING VALUE. — [19, 775, 92, 820]
resort-place-heading: THE SOUNDS — [417, 1494, 487, 1506]
classified-ad: RIVER SAND AND GRAVEL. HUTTON Quality from River Sand and Gravel, as used for concrete work. Screening, Crushing and Grading. Full particulars from MacKENZIE BROS., LTD., 148 Featherston Street. Phone 40-466. — [209, 1224, 302, 1284]
